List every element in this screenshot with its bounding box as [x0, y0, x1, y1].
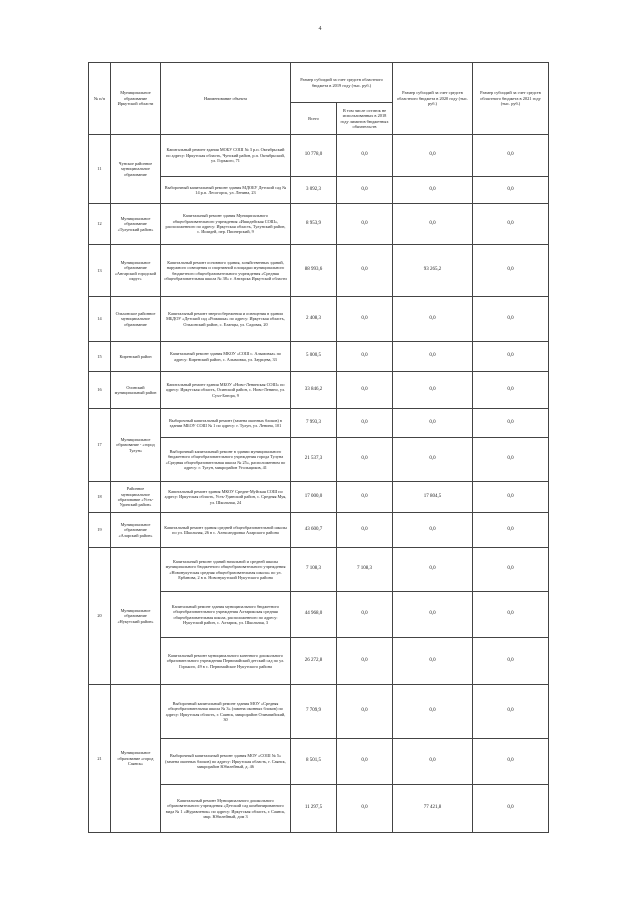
row-number: 18 — [89, 482, 111, 513]
object-name: Капитальный ремонт здания МКОУ «СОШ с. Алымовка» по адресу: Киренский район, с. Алымовка, ул. Заурцева, 33 — [161, 342, 291, 372]
value-2020: 0,0 — [393, 638, 473, 685]
value-2020: 0,0 — [393, 204, 473, 245]
value-2021: 0,0 — [473, 739, 549, 785]
page-number: 4 — [318, 26, 322, 32]
table-row — [89, 372, 549, 409]
row-number: 11 — [89, 135, 111, 204]
value-2021: 0,0 — [473, 513, 549, 548]
value-2020: 0,0 — [393, 409, 473, 438]
table-row — [89, 135, 549, 177]
object-name: Капитальный ремонт основного здания, хозяйственных зданий, наружного освещения и спортивной площадки муниципального бюджетного общеобразовательного учреждения «Средняя общеобразовательная школа № 38» г. Ангарска Иркутской области — [161, 245, 291, 297]
including-value: 0,0 — [337, 297, 393, 342]
table-body — [89, 135, 549, 833]
header-object: Наименование объекта — [161, 63, 291, 135]
value-2020: 0,0 — [393, 513, 473, 548]
object-name: Капитальный ремонт здания МКОУ Средне-Муйская СОШ по адресу: Иркутская область, Усть-Удинский район, с. Средняя Муя, ул. Школьная, 24 — [161, 482, 291, 513]
value-2020: 0,0 — [393, 438, 473, 482]
municipality-name: Муниципальное образование «Тулунский район» — [111, 204, 161, 245]
total-value: 3 092,3 — [291, 177, 337, 204]
value-2021: 0,0 — [473, 409, 549, 438]
value-2021: 0,0 — [473, 438, 549, 482]
total-value: 10 778,0 — [291, 135, 337, 177]
row-number: 21 — [89, 685, 111, 833]
table-row — [89, 342, 549, 372]
total-value: 43 600,7 — [291, 513, 337, 548]
table-row — [89, 297, 549, 342]
including-value: 0,0 — [337, 372, 393, 409]
value-2021: 0,0 — [473, 297, 549, 342]
value-2021: 0,0 — [473, 342, 549, 372]
row-number: 16 — [89, 372, 111, 409]
object-name: Капитальный ремонт здания МОБУ СОШ № 3 р.п. Октябрьский по адресу: Иркутская область, Чунский район, р.п. Октябрьский, ул. Горького, 71 — [161, 135, 291, 177]
row-number: 19 — [89, 513, 111, 548]
total-value: 11 297,5 — [291, 785, 337, 833]
including-value: 0,0 — [337, 409, 393, 438]
table-row — [89, 482, 549, 513]
table-row — [89, 245, 549, 297]
header-subsidy-2019: Размер субсидий за счет средств областного бюджета в 2019 году (тыс. руб.) — [291, 63, 393, 103]
value-2020: 0,0 — [393, 135, 473, 177]
municipality-name: Киренский район — [111, 342, 161, 372]
object-name: Капитальный ремонт Муниципального дошкольного образовательного учреждения «Детский сад комбинированного вида № 1 «Журавленок» по адресу: Иркутская область, г. Саянск, мкр. Юбилейный, дом 3 — [161, 785, 291, 833]
total-value: 7 709,9 — [291, 685, 337, 739]
including-value: 0,0 — [337, 204, 393, 245]
table-header — [89, 63, 549, 135]
value-2020: 0,0 — [393, 372, 473, 409]
row-number: 20 — [89, 548, 111, 685]
including-value: 0,0 — [337, 739, 393, 785]
object-name: Выборочный капитальный ремонт в здании муниципального бюджетного общеобразовательного учреждения города Тулуна «Средняя общеобразовательная школа № 25», расположенном по адресу: г. Тулун, микрорайон Угольщиков, 41 — [161, 438, 291, 482]
total-value: 8 953,9 — [291, 204, 337, 245]
including-value: 0,0 — [337, 342, 393, 372]
object-name: Выборочный капитальный ремонт здания МДОБУ Детский сад № 14 р.п. Лесогорск, ул. Ленина, 23 — [161, 177, 291, 204]
value-2021: 0,0 — [473, 372, 549, 409]
object-name: Капитальный ремонт здания Муниципального общеобразовательного учреждения «Ишидейская СОШ», расположенного по адресу: Иркутская область, Тулунский район, с. Ишидей, пер. Пионерский, 9 — [161, 204, 291, 245]
header-total: Всего — [291, 103, 337, 135]
including-value: 0,0 — [337, 438, 393, 482]
value-2021: 0,0 — [473, 638, 549, 685]
including-value: 0,0 — [337, 245, 393, 297]
value-2021: 0,0 — [473, 685, 549, 739]
total-value: 21 537,3 — [291, 438, 337, 482]
total-value: 8 501,5 — [291, 739, 337, 785]
value-2021: 0,0 — [473, 592, 549, 638]
including-value: 0,0 — [337, 785, 393, 833]
value-2021: 0,0 — [473, 245, 549, 297]
row-number: 15 — [89, 342, 111, 372]
municipality-name: Ольхонское районное муниципальное образование — [111, 297, 161, 342]
header-including: В том числе остаток не использованных в 2018 году лимитов бюджетных обязательств — [337, 103, 393, 135]
value-2020: 93 265,2 — [393, 245, 473, 297]
header-num: № п/п — [89, 63, 111, 135]
value-2020: 77 421,8 — [393, 785, 473, 833]
including-value: 0,0 — [337, 513, 393, 548]
object-name: Капитальный ремонт здания МБОУ «Ново-Ленинская СОШ» по адресу: Иркутская область, Осинский район, с. Ново-Ленино, ул. Сухэ-Батора, 9 — [161, 372, 291, 409]
municipality-name: Районное муниципальное образование «Усть-Удинский район» — [111, 482, 161, 513]
table-row — [89, 513, 549, 548]
value-2021: 0,0 — [473, 204, 549, 245]
value-2020: 0,0 — [393, 685, 473, 739]
total-value: 33 846,2 — [291, 372, 337, 409]
including-value: 7 108,3 — [337, 548, 393, 592]
including-value: 0,0 — [337, 685, 393, 739]
including-value: 0,0 — [337, 638, 393, 685]
row-number: 14 — [89, 297, 111, 342]
value-2020: 0,0 — [393, 548, 473, 592]
including-value: 0,0 — [337, 482, 393, 513]
including-value: 0,0 — [337, 177, 393, 204]
table-row — [89, 204, 549, 245]
municipality-name: Чунское районное муниципальное образование — [111, 135, 161, 204]
municipality-name: Муниципальное образование «Ангарский городской округ» — [111, 245, 161, 297]
object-name: Выборочный капитальный ремонт здания МОУ «СОШ № 5» (замена оконных блоков) по адресу: Иркутская область, г. Саянск, микрорайон Юбилейный, д. 46 — [161, 739, 291, 785]
total-value: 2 408,3 — [291, 297, 337, 342]
row-number: 13 — [89, 245, 111, 297]
value-2021: 0,0 — [473, 482, 549, 513]
municipality-name: Муниципальное образование «Аларский район» — [111, 513, 161, 548]
total-value: 88 993,6 — [291, 245, 337, 297]
total-value: 5 000,5 — [291, 342, 337, 372]
municipality-name: Осинский муниципальный район — [111, 372, 161, 409]
row-number: 17 — [89, 409, 111, 482]
total-value: 44 968,0 — [291, 592, 337, 638]
object-name: Капитальный ремонт муниципального казенного дошкольного образовательного учреждения Первомайский детский сад по ул. Горького, 49 в с. Первомайское Нукутского района — [161, 638, 291, 685]
total-value: 7 993,3 — [291, 409, 337, 438]
value-2020: 0,0 — [393, 342, 473, 372]
value-2021: 0,0 — [473, 548, 549, 592]
municipality-name: Муниципальное образование «Нукутский район» — [111, 548, 161, 685]
object-name: Капитальный ремонт энергосбережения и освещения в здании МБДОУ «Детский сад «Ромашка» по адресу: Иркутская область, Ольхонский район, с. Еланцы, ул. Садовая, 20 — [161, 297, 291, 342]
object-name: Капитальный ремонт здания муниципального бюджетного общеобразовательного учреждения Алтарикская средняя общеобразовательная школа, расположенного по адресу: Нукутский район, с. Алтарик, ул. Школьная, 3 — [161, 592, 291, 638]
table-row — [89, 685, 549, 739]
table-row — [89, 548, 549, 592]
object-name: Капитальный ремонт зданий начальной и средней школы муниципального бюджетного общеобразовательного учреждения «Новонукутская средняя общеобразовательная школа» по ул. Ербанова, 2 в п. Новонукутский Нукутского района — [161, 548, 291, 592]
header-municipality: Муниципальное образование Иркутской области — [111, 63, 161, 135]
municipality-name: Муниципальное образование - «город Тулун» — [111, 409, 161, 482]
municipality-name: Муниципальное образование «город Саянск» — [111, 685, 161, 833]
header-subsidy-2020: Размер субсидий за счет средств областного бюджета в 2020 году (тыс. руб.) — [393, 63, 473, 135]
value-2021: 0,0 — [473, 135, 549, 177]
object-name: Выборочный капитальный ремонт (замена оконных блоков) в здании МБОУ СОШ № 1 по адресу: г. Тулун, ул. Ленина, 101 — [161, 409, 291, 438]
total-value: 17 000,0 — [291, 482, 337, 513]
value-2020: 17 804,5 — [393, 482, 473, 513]
total-value: 26 272,8 — [291, 638, 337, 685]
value-2021: 0,0 — [473, 177, 549, 204]
including-value: 0,0 — [337, 592, 393, 638]
value-2020: 0,0 — [393, 592, 473, 638]
including-value: 0,0 — [337, 135, 393, 177]
total-value: 7 108,3 — [291, 548, 337, 592]
value-2020: 0,0 — [393, 177, 473, 204]
header-subsidy-2021: Размер субсидий за счет средств областного бюджета в 2021 году (тыс. руб.) — [473, 63, 549, 135]
row-number: 12 — [89, 204, 111, 245]
value-2020: 0,0 — [393, 739, 473, 785]
subsidy-table — [88, 62, 549, 833]
value-2021: 0,0 — [473, 785, 549, 833]
object-name: Выборочный капитальный ремонт здания МОУ «Средняя общеобразовательная школа № 3» (замена оконных блоков) по адресу: Иркутская область, г. Саянск, микрорайон Олимпийский, 30 — [161, 685, 291, 739]
value-2020: 0,0 — [393, 297, 473, 342]
object-name: Капитальный ремонт здания средней общеобразовательной школы по ул. Школьная, 26 в с. Александровка Аларского района — [161, 513, 291, 548]
table-row — [89, 409, 549, 438]
